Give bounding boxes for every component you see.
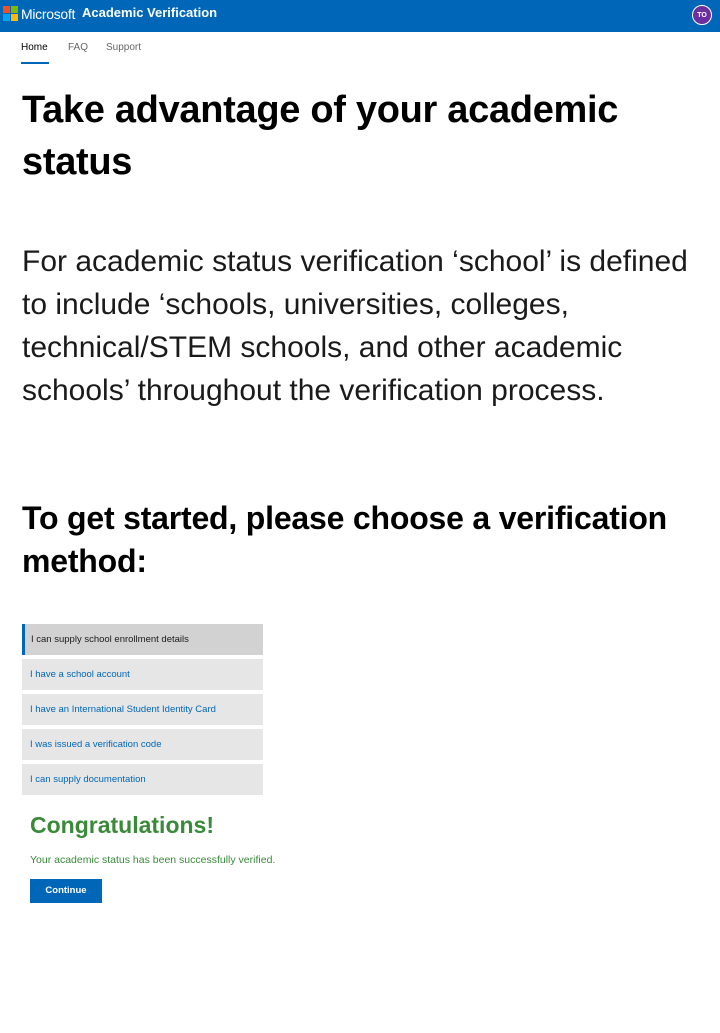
nav-active-indicator [21, 62, 49, 64]
page-title: Take advantage of your academic status [22, 89, 619, 183]
method-enrollment-details[interactable]: I can supply school enrollment details [22, 624, 263, 655]
method-isic-card[interactable]: I have an International Student Identity Card [22, 694, 263, 725]
method-documentation[interactable]: I can supply documentation [22, 764, 263, 795]
brand-name[interactable]: Microsoft [21, 6, 76, 22]
microsoft-logo-icon[interactable] [3, 6, 18, 21]
continue-button[interactable]: Continue [30, 879, 102, 903]
method-verification-code[interactable]: I was issued a verification code [22, 729, 263, 760]
app-title[interactable]: Academic Verification [82, 5, 218, 20]
nav-item-support[interactable]: Support [106, 42, 142, 53]
method-school-account[interactable]: I have a school account [22, 659, 263, 690]
nav-item-faq[interactable]: FAQ [68, 42, 89, 53]
definition-paragraph: For academic status verification ‘school’ is defined to include ‘schools, universities, colleges, technical/STEM schools, and other academic schools’ throughout the verification process. [22, 245, 688, 407]
avatar[interactable]: TO [692, 5, 712, 25]
success-message: Your academic status has been successfully verified. [30, 854, 276, 866]
method-prompt-heading: To get started, please choose a verification method: [22, 500, 668, 579]
nav-item-home[interactable]: Home [21, 42, 48, 53]
top-bar [0, 0, 720, 32]
success-heading: Congratulations! [30, 812, 214, 838]
